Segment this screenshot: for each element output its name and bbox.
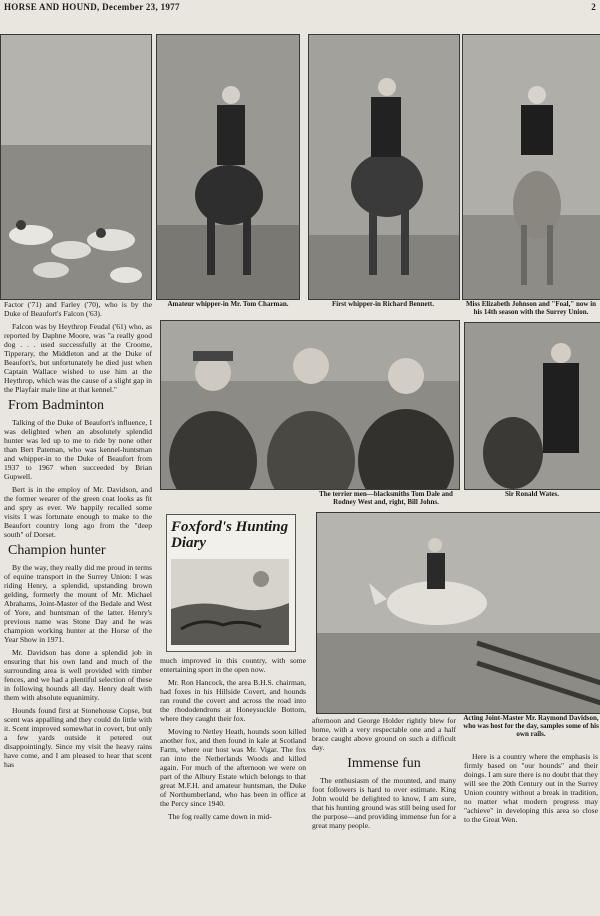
caption-raymond-davidson: Acting Joint-Master Mr. Raymond Davidson, who was host for the day, samples some of his own rails. (463, 714, 599, 738)
col1-paragraph-2: Falcon was by Heythrop Feudal ('61) who, as reported by Daphne Moore, was "a really good dog . . . used successfully at the Croome, Tipperary, the Middleton and at the Duke of Beaufort's, but unfortunately he died just when Captain Wallace wished to use him at the Heythrop, which was the cause of a slight gap in the Playfair male line at that kennel." (4, 322, 152, 394)
col1-paragraph-1: Factor ('71) and Farley ('70), who is by the Duke of Beaufort's Falcon ('63). (4, 300, 152, 318)
photo-sir-ronald-wates (464, 322, 600, 490)
col1-paragraph-7: Hounds found first at Stonehouse Copse, but scent was appalling and they could do little with it. Scent improved somewhat in covert, but only a few yards outside it petered out disappointingly. Since my visit the heavy rains have come, and I am pleased to hear that scent has (4, 706, 152, 769)
caption-whipper-in-amateur: Amateur whipper-in Mr. Tom Charman. (167, 300, 289, 308)
col3-paragraph-2: The enthusiasm of the mounted, and many foot followers is hard to over estimate. King John would be delighted to know, I am sure, that his hunting ground was still being used for the purpose—and providing immense fun for a great many people. (312, 776, 456, 830)
caption-sir-ronald-wates: Sir Ronald Wates. (504, 490, 559, 498)
photo-elizabeth-johnson (462, 34, 600, 300)
caption-elizabeth-johnson: Miss Elizabeth Johnson and "Foal," now in his 14th season with the Surrey Union. (465, 300, 597, 316)
photo-hounds (0, 34, 152, 300)
col2-paragraph-2: Mr. Ron Hancock, the area B.H.S. chairman, had foxes in his Hillside Covert, and hounds ran round the covert and across the road into the rhododendrons at Honeysuckle Bottom, where they caught their fox. (160, 678, 306, 723)
photo-amateur-whipper-in (156, 34, 300, 300)
col1-paragraph-4: Bert is in the employ of Mr. Davidson, and the former wearer of the green coat looks as fit and spry as ever. We happily recalled some visits I was fortunate enough to make to the Beaufort country long ago from the "deep south" of Dorset. (4, 485, 152, 539)
photo-first-whipper-in (308, 34, 460, 300)
publication-title: HORSE AND HOUND, December 23, 1977 (4, 2, 180, 12)
diary-title: Foxford's Hunting Diary (171, 519, 289, 551)
subheading-champion-hunter: Champion hunter (8, 543, 106, 558)
col4-paragraph-1: Here is a country where the emphasis is firmly based on "our hounds" and their doings. I am sure there is no doubt that they will see the 20th Century out in the Surrey Union country without a break in tradition, no matter what modern progress may "achieve" in developing this area so close to the Great Wen. (464, 752, 598, 824)
col2-paragraph-4: The fog really came down in mid- (168, 812, 272, 821)
article-column-2 (160, 656, 306, 825)
caption-terrier-men: The terrier men—blacksmiths Tom Dale and Rodney West and, right, Bill Johns. (319, 490, 453, 506)
article-column-1 (4, 300, 152, 773)
col1-paragraph-5: By the way, they really did me proud in terms of equine transport in the Surrey Union: I was riding Henry, a splendid, upstanding brown gelding, formerly the mount of Mr. Michael Abrahams, Joint-Master of the Bedale and West of Yore, and huntsman of the latter. Henry's previous name was Stone Day and he was champion working hunter at the Horse of the Year Show in 1971. (4, 563, 152, 644)
subheading-from-badminton: From Badminton (8, 398, 105, 413)
foxfords-hunting-diary-logo (166, 514, 296, 652)
col2-paragraph-1: much improved in this country, with some entertaining sport in the open now. (160, 656, 306, 674)
photo-raymond-davidson-jumping (316, 512, 600, 714)
col2-paragraph-3: Moving to Netley Heath, hounds soon killed another fox, and then found in kale at Scotland Farm, where our host was Mr. Vigar. The fox ran into the Netherlands Woods and killed again. For much of the afternoon we were on part of the Albury Estate which belongs to that great M.F.H. and amateur huntsman, the Duke of Northumberland, who has been in office at the Percy since 1940. (160, 727, 306, 808)
page-header (4, 2, 596, 16)
article-column-3 (312, 716, 456, 834)
col1-paragraph-6: Mr. Davidson has done a splendid job in ensuring that his own land and much of the surrounding area is well provided with timber fences, and we had a plentiful selection of these in following hounds all day. Henry dealt with them with absolute equanimity. (4, 648, 152, 702)
diary-illustration (171, 559, 289, 645)
subheading-immense-fun: Immense fun (347, 756, 421, 771)
photo-terrier-men (160, 320, 460, 490)
col3-paragraph-1: afternoon and George Holder rightly blew for home, with a very respectable one and a half brace caught above ground on such a difficult day. (312, 716, 456, 752)
article-column-4 (464, 752, 598, 828)
page-number: 2 (591, 2, 596, 12)
caption-first-whipper-in: First whipper-in Richard Bennett. (331, 300, 435, 308)
col1-paragraph-3: Talking of the Duke of Beaufort's influence, I was delighted when an absolutely splendid hunter was led up to me to ride by none other than Bert Pateman, who was kennel-huntsman and whipper-in to the Duke of Beaufort from 1937 to 1967 when succeeded by Brian Gupwell. (4, 418, 152, 481)
